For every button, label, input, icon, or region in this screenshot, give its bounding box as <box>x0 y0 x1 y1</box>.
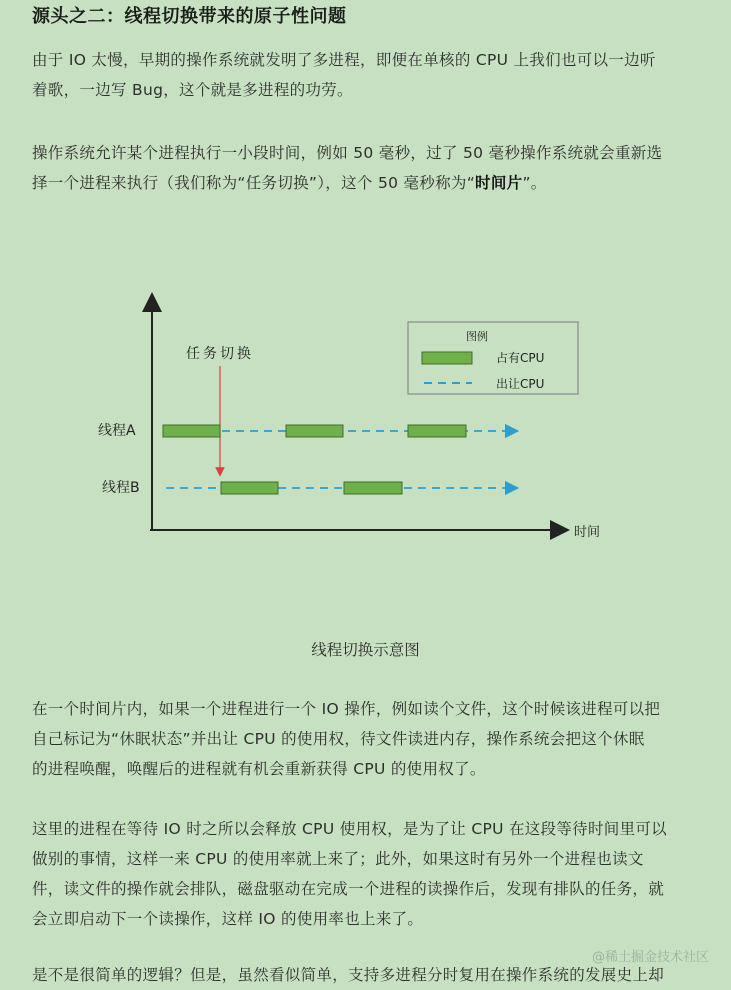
text-line: 由于 IO 太慢，早期的操作系统就发明了多进程，即便在单核的 CPU 上我们也可以一边听 <box>32 51 656 69</box>
thread-b-label: 线程B <box>102 480 140 496</box>
text-segment: ”。 <box>522 174 547 192</box>
text-line <box>32 168 716 198</box>
x-axis-label: 时间 <box>574 525 601 540</box>
paragraph-io-sleep <box>32 694 716 784</box>
text-line: 这里的进程在等待 IO 时之所以会释放 CPU 使用权，是为了让 CPU 在这段等待时间里可以 <box>32 820 667 838</box>
figure-caption: 线程切换示意图 <box>311 641 420 659</box>
thread-b-cpu-bar <box>344 482 402 494</box>
text-line: 操作系统允许某个进程执行一小段时间，例如 50 毫秒，过了 50 毫秒操作系统就会重新选 <box>32 144 663 162</box>
thread-switch-figure <box>0 280 731 560</box>
time-slice-term: 时间片 <box>475 174 523 192</box>
legend-occupy-swatch <box>422 352 472 364</box>
thread-a-cpu-bar <box>163 425 220 437</box>
legend-yield-label: 出让CPU <box>496 377 545 391</box>
text-line: 着歌，一边写 Bug，这个就是多进程的功劳。 <box>32 81 353 99</box>
thread-a-label: 线程A <box>98 423 136 439</box>
text-line: 的进程唤醒，唤醒后的进程就有机会重新获得 CPU 的使用权了。 <box>32 760 486 778</box>
paragraph-cpu-utilization <box>32 814 716 934</box>
text-segment: 择一个进程来执行（我们称为“任务切换”），这个 50 毫秒称为“ <box>32 174 476 192</box>
paragraph-time-slice <box>32 138 716 198</box>
text-line: 在一个时间片内，如果一个进程进行一个 IO 操作，例如读个文件，这个时候该进程可以把 <box>32 700 661 718</box>
section-heading: 源头之二：线程切换带来的原子性问题 <box>32 6 347 27</box>
text-line: 自己标记为“休眠状态”并出让 CPU 的使用权，待文件读进内存，操作系统会把这个休眠 <box>32 730 645 748</box>
task-switch-label: 任务切换 <box>186 346 254 362</box>
thread-switch-diagram <box>0 280 731 560</box>
watermark: @稀土掘金技术社区 <box>591 950 709 965</box>
text-line: 会立即启动下一个读操作，这样 IO 的使用率也上来了。 <box>32 910 424 928</box>
thread-b-cpu-bar <box>221 482 278 494</box>
legend-occupy-label: 占有CPU <box>496 351 545 365</box>
legend-title: 图例 <box>466 330 488 343</box>
thread-a-cpu-bar <box>286 425 343 437</box>
paragraph-multiprocess <box>32 45 716 105</box>
text-line: 件，读文件的操作就会排队，磁盘驱动在完成一个进程的读操作后，发现有排队的任务，就 <box>32 880 665 898</box>
text-line: 做别的事情，这样一来 CPU 的使用率就上来了；此外，如果这时有另外一个进程也读文 <box>32 850 644 868</box>
text-line: 是不是很简单的逻辑？但是，虽然看似简单，支持多进程分时复用在操作系统的发展史上却 <box>32 966 665 984</box>
thread-a-cpu-bar <box>408 425 466 437</box>
